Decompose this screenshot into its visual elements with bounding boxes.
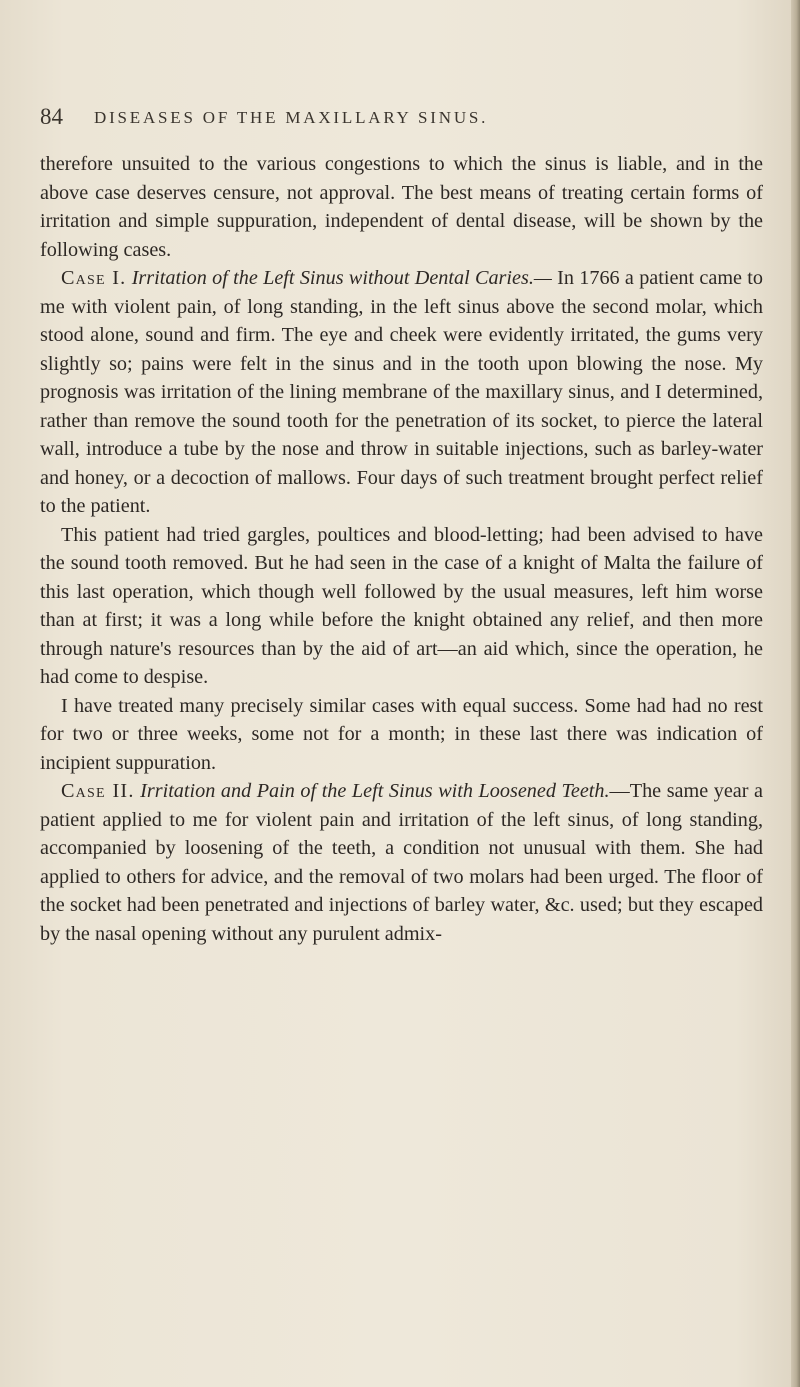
page-edge	[791, 0, 800, 1387]
body-text	[40, 150, 763, 948]
paragraph-case-1	[40, 264, 763, 521]
paragraph-case-2	[40, 777, 763, 948]
case-1-body: In 1766 a patient came to me with violent pain, of long standing, in the left sinus above the second molar, which stood alone, sound and firm. The eye and cheek were evidently irritated, the gums very slightly so; pains were felt in the sinus and in the tooth upon blowing the nose. My prognosis was irritation of the lining membrane of the maxillary sinus, and I determined, rather than remove the sound tooth for the penetration of its socket, to pierce the lateral wall, introduce a tube by the nose and throw in suitable injections, such as barley-water and honey, or a decoction of mallows. Four days of such treatment brought perfect relief to the patient.	[40, 267, 764, 517]
case-2-label: Case II.	[61, 780, 135, 802]
paragraph-1: therefore unsuited to the various congestions to which the sinus is liable, and in the above case deserves censure, not approval. The best means of treating certain forms of irritation and simple suppuration, independent of dental disease, will be shown by the following cases.	[40, 153, 763, 261]
case-2-body: —The same year a patient applied to me for violent pain and irritation of the left sinus, of long standing, accompanied by loosening of the teeth, a condition not unusual with them. She had applied to others for advice, and the removal of two molars had been urged. The floor of the socket had been penetrated and injections of barley water, &c. used; but they escaped by the nasal opening without any purulent admix-	[40, 780, 763, 945]
case-1-label: Case I.	[61, 267, 127, 289]
page-number: 84	[40, 104, 63, 129]
case-2-title: Irritation and Pain of the Left Sinus with Loosened Teeth.	[140, 780, 610, 802]
case-1-title: Irritation of the Left Sinus without Dental Caries.—	[131, 267, 552, 289]
running-title: DISEASES OF THE MAXILLARY SINUS.	[94, 108, 489, 127]
running-header	[40, 104, 780, 134]
paragraph-4: I have treated many precisely similar cases with equal success. Some had had no rest for two or three weeks, some not for a month; in these last there was indication of incipient suppuration.	[40, 694, 763, 774]
paragraph-3: This patient had tried gargles, poultices and blood-letting; had been advised to have the sound tooth removed. But he had seen in the case of a knight of Malta the failure of this last operation, which though well followed by the usual measures, left him worse than at first; it was a long while before the knight obtained any relief, and then more through nature's resources than by the aid of art—an aid which, since the operation, he had come to despise.	[40, 523, 763, 688]
